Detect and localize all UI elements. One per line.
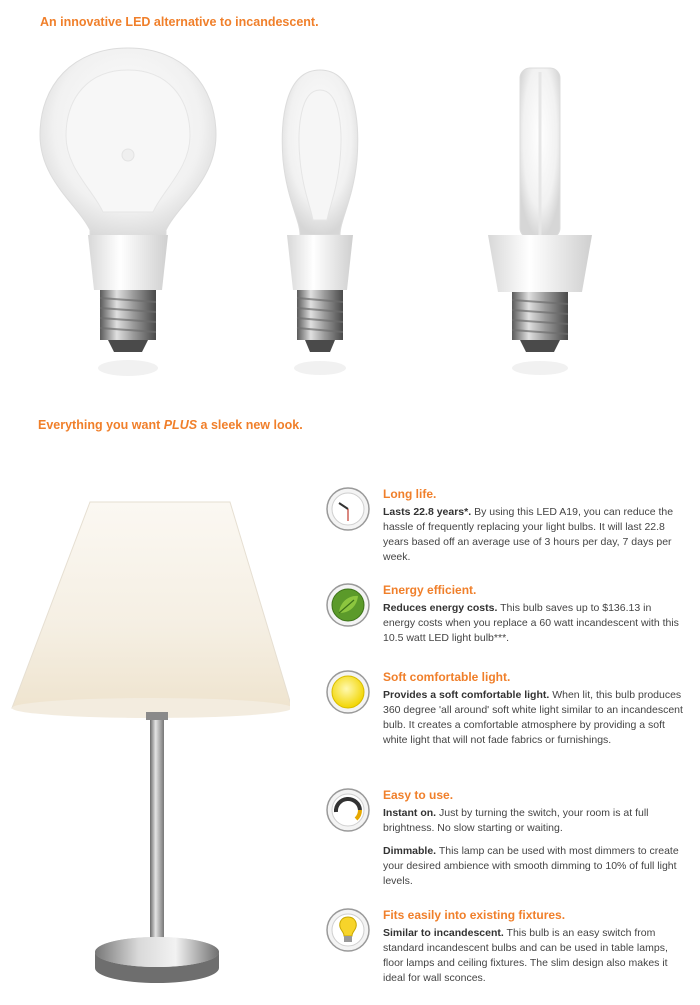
feature-title: Long life. (383, 487, 437, 501)
headline-top: An innovative LED alternative to incandescent. (40, 15, 319, 29)
feature-fits-fixtures (326, 908, 686, 998)
feature-lead: Similar to incandescent. (383, 927, 504, 939)
feature-lead: Instant on. (383, 807, 437, 819)
feature-title: Fits easily into existing fixtures. (383, 908, 566, 922)
feature-body: By using this LED A19, you can reduce the hassle of frequently replacing your light bulbs. It will last 22.8 years based off an average use of 3 hours per day, 7 days per week. (383, 506, 674, 563)
bulb-side-image (470, 40, 610, 390)
feature-description (383, 926, 683, 986)
feature-title: Easy to use. (383, 788, 454, 802)
feature-energy-efficient (326, 583, 686, 653)
feature-description (383, 505, 683, 565)
feature-description (383, 688, 683, 748)
feature-body: This bulb is an easy switch from standard incandescent bulbs and can be used in table lamps, floor lamps and ceiling fixtures. The slim design also makes it ideal for wall sconces. (383, 927, 668, 984)
bulb-angled-image (245, 40, 395, 390)
feature-body: This bulb saves up to $136.13 in energy costs when you replace a 60 watt incandescent with this 10.5 watt LED light bulb***. (383, 602, 679, 644)
feature-easy-to-use (326, 788, 686, 898)
headline-mid (38, 418, 303, 432)
bulb-product-images (0, 40, 700, 410)
leaf-icon (326, 583, 370, 627)
table-lamp-image (0, 490, 290, 1005)
feature-body: Just by turning the switch, your room is at full brightness. No slow starting or waiting. (383, 807, 649, 834)
feature-description (383, 601, 683, 646)
feature-description (383, 806, 683, 836)
feature-description (383, 844, 683, 889)
feature-soft-light (326, 670, 686, 770)
feature-title: Energy efficient. (383, 583, 477, 597)
feature-lead: Lasts 22.8 years*. (383, 506, 472, 518)
feature-body: This lamp can be used with most dimmers to create your desired ambience with smooth dimming to 10% of full light levels. (383, 845, 679, 887)
bulb-front-image (28, 40, 228, 390)
bulb-icon (326, 908, 370, 952)
headline-mid-emphasis: PLUS (163, 418, 198, 432)
soft-light-icon (326, 670, 370, 714)
feature-title: Soft comfortable light. (383, 670, 511, 684)
clock-icon (326, 487, 370, 531)
feature-long-life (326, 487, 686, 573)
dimmer-icon (326, 788, 370, 832)
feature-lead: Dimmable. (383, 845, 437, 857)
headline-mid-before: Everything you want (38, 418, 164, 432)
feature-lead: Reduces energy costs. (383, 602, 498, 614)
feature-body: When lit, this bulb produces 360 degree 'all around' soft white light similar to an incandescent bulb. It creates a comfortable atmosphere by providing a soft white light that will not fade fabrics or furnishings. (383, 689, 683, 746)
headline-mid-after: a sleek new look. (197, 418, 303, 432)
feature-lead: Provides a soft comfortable light. (383, 689, 550, 701)
